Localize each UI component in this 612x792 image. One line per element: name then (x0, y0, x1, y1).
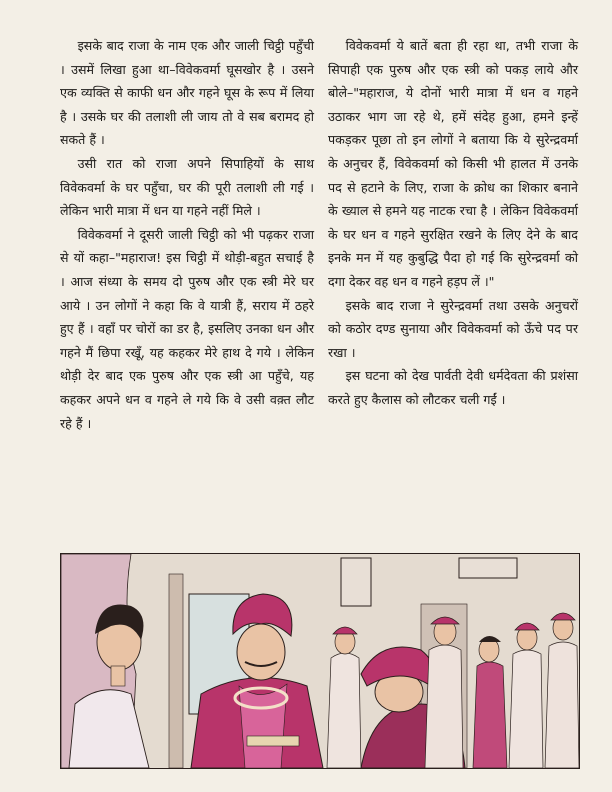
paragraph: इस घटना को देख पार्वती देवी धर्मदेवता की प्रशंसा करते हुए कैलास को लौटकर चली गईं । (328, 368, 578, 407)
paragraph: विवेकवर्मा ये बातें बता ही रहा था, तभी राजा के सिपाही एक पुरुष और एक स्त्री को पकड़ लाये और बोले–"महाराज, ये दोनों भारी मात्रा में धन व गहने उठाकर भाग जा रहे थे, हमें संदेह हुआ, हमने इन्हें पकड़कर पूछा तो इन लोगों ने बताया कि ये सुरेन्द्रवर्मा के अनुचर हैं, विवेकवर्मा को किसी भी हालत में उनके पद से हटाने के लिए, राजा के क्रोध का शिकार बनाने के ख्याल से हमने यह नाटक रचा है । लेकिन विवेकवर्मा के घर धन व गहने सुरक्षित रखने के लिए देने के बाद इनके मन में यह कुबुद्धि पैदा हो गई कि सुरेन्द्रवर्मा को दगा देकर वह धन व गहने हड़प लें ।" (328, 38, 578, 289)
wall-frame (341, 558, 371, 606)
story-illustration (60, 553, 580, 769)
text-column-left (60, 34, 314, 435)
paragraph: इसके बाद राजा के नाम एक और जाली चिट्ठी पहुँची । उसमें लिखा हुआ था–विवेकवर्मा घूसखोर है । उसने एक व्यक्ति से काफी धन और गहने घूस के रूप में लिया है । उसके घर की तलाशी ली जाय तो वे सब बरामद हो सकते हैं । (60, 38, 314, 148)
paragraph: उसी रात को राजा अपने सिपाहियों के साथ विवेकवर्मा के घर पहुँचा, घर की पूरी तलाशी ली गई । लेकिन भारी मात्रा में धन या गहने नहीं मिले । (60, 155, 314, 219)
paragraph: विवेकवर्मा ने दूसरी जाली चिट्ठी को भी पढ़कर राजा से यों कहा–"महाराज! इस चिट्ठी में थोड़ी-बहुत सचाई है । आज संध्या के समय दो पुरुष और एक स्त्री मेरे घर आये । उन लोगों ने कहा कि वे यात्री हैं, सराय में ठहरे हुए हैं । वहाँ पर चोरों का डर है, इसलिए उनका धन और गहने मैं छिपा रखूँ, यह कहकर मेरे हाथ दे गये । लेकिन थोड़ी देर बाद एक पुरुष और एक स्त्री आ पहुँचे, यह कहकर अपने धन व गहने ले गये कि वे उसी वक़्त लौट रहे हैं । (60, 226, 314, 431)
paragraph: इसके बाद राजा ने सुरेन्द्रवर्मा तथा उसके अनुचरों को कठोर दण्ड सुनाया और विवेकवर्मा को ऊँचे पद पर रखा । (328, 297, 578, 360)
wall-frame (459, 558, 517, 578)
pillar (169, 574, 183, 768)
court-scene-drawing (61, 554, 579, 768)
text-column-right (328, 34, 578, 412)
